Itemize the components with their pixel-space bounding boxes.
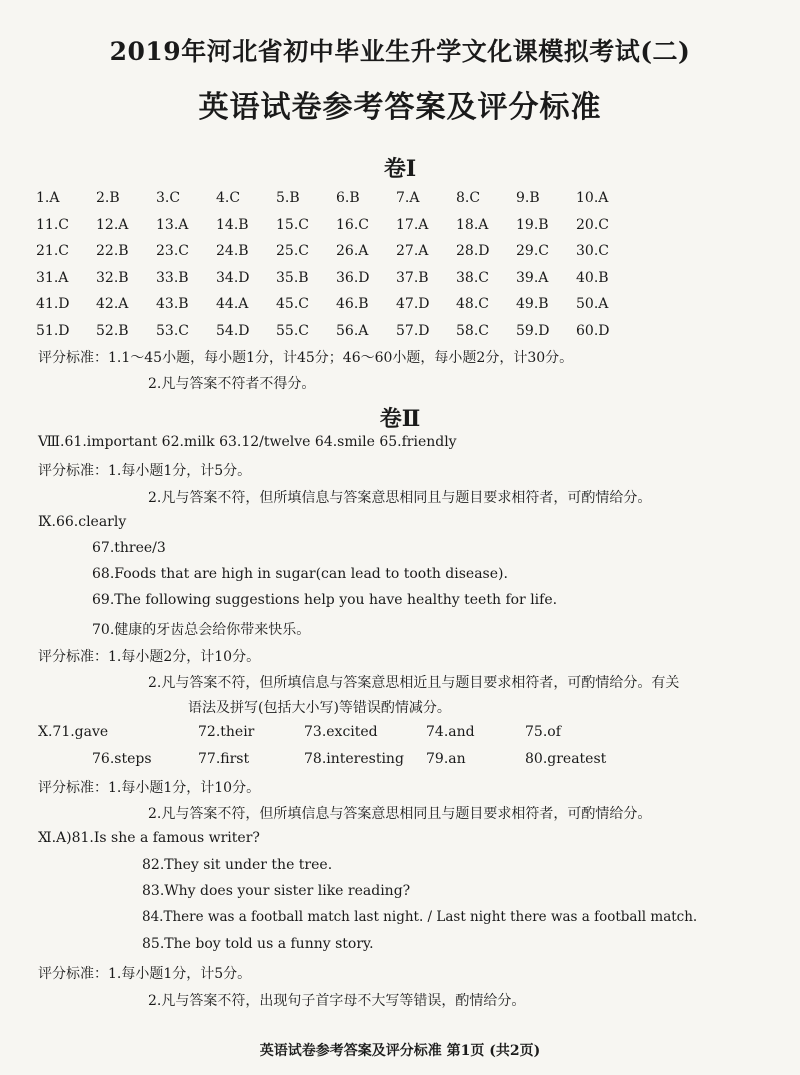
part1-scoring-1: 评分标准：1.1～45小题，每小题1分，计45分；46～60小题，每小题2分，计30分。: [38, 350, 574, 366]
answer-cell: 42.A: [96, 296, 129, 313]
section10-row: [38, 751, 778, 771]
answer-cell: 44.A: [216, 296, 249, 313]
answer-grid: [36, 185, 776, 344]
section9-scoring-1: 评分标准：1.每小题2分，计10分。: [38, 649, 261, 665]
answer-row: [36, 212, 776, 239]
answer-cell: 19.B: [516, 216, 549, 233]
answer-cell: 2.B: [96, 190, 120, 207]
section10-scoring-1: 评分标准：1.每小题1分，计10分。: [38, 780, 261, 796]
answer-cell: 13.A: [156, 216, 189, 233]
answer-cell: 15.C: [276, 216, 309, 233]
answer-cell: 29.C: [516, 243, 549, 260]
section9-item: 69.The following suggestions help you have healthy teeth for life.: [92, 592, 558, 608]
answer-cell: 18.A: [456, 216, 489, 233]
section10-answer: 74.and: [426, 724, 475, 740]
answer-cell: 53.C: [156, 322, 189, 339]
section8-answers: Ⅷ.61.important 62.milk 63.12/twelve 64.smile 65.friendly: [38, 434, 457, 450]
section10-answer: 73.excited: [304, 724, 378, 740]
answer-cell: 28.D: [456, 243, 490, 260]
answer-row: [36, 291, 776, 318]
answer-cell: 5.B: [276, 190, 300, 207]
answer-cell: 7.A: [396, 190, 420, 207]
answer-cell: 45.C: [276, 296, 309, 313]
section9-scoring-2a: 2.凡与答案不符，但所填信息与答案意思相近且与题目要求相符者，可酌情给分。有关: [148, 675, 680, 691]
answer-cell: 56.A: [336, 322, 369, 339]
section10-answer: 75.of: [525, 724, 561, 740]
answer-cell: 59.D: [516, 322, 550, 339]
answer-cell: 52.B: [96, 322, 129, 339]
section10-answer: 78.interesting: [304, 751, 404, 767]
answer-cell: 39.A: [516, 269, 549, 286]
answer-row: [36, 185, 776, 212]
answer-cell: 58.C: [456, 322, 489, 339]
answer-cell: 22.B: [96, 243, 129, 260]
answer-row: [36, 238, 776, 265]
answer-cell: 31.A: [36, 269, 69, 286]
answer-cell: 27.A: [396, 243, 429, 260]
section9-item: 67.three/3: [92, 540, 166, 556]
answer-cell: 43.B: [156, 296, 189, 313]
answer-cell: 54.D: [216, 322, 250, 339]
answer-cell: 47.D: [396, 296, 430, 313]
section11-item: 84.There was a football match last night. / Last night there was a football match.: [142, 909, 698, 925]
answer-cell: 50.A: [576, 296, 609, 313]
answer-cell: 46.B: [336, 296, 369, 313]
answer-cell: 37.B: [396, 269, 429, 286]
page-footer: 英语试卷参考答案及评分标准 第1页 (共2页): [259, 1043, 541, 1059]
answer-cell: 57.D: [396, 322, 430, 339]
answer-cell: 3.C: [156, 190, 181, 207]
answer-cell: 35.B: [276, 269, 309, 286]
section10-answer: 79.an: [426, 751, 466, 767]
answer-row: [36, 265, 776, 292]
section9-item: 70.健康的牙齿总会给你带来快乐。: [92, 622, 311, 638]
section11-scoring-1: 评分标准：1.每小题1分，计5分。: [38, 966, 252, 982]
section11-item: 82.They sit under the tree.: [142, 857, 333, 873]
section8-scoring-1: 评分标准：1.每小题1分，计5分。: [38, 463, 252, 479]
answer-cell: 8.C: [456, 190, 481, 207]
section9-item: 68.Foods that are high in sugar(can lead to tooth disease).: [92, 566, 508, 582]
answer-row: [36, 318, 776, 345]
answer-cell: 6.B: [336, 190, 360, 207]
section10-answer: Ⅹ.71.gave: [38, 724, 109, 740]
section9-item: Ⅸ.66.clearly: [38, 514, 127, 530]
section10-scoring-2: 2.凡与答案不符，但所填信息与答案意思相同且与题目要求相符者，可酌情给分。: [148, 806, 652, 822]
answer-cell: 11.C: [36, 216, 69, 233]
section11-item: 83.Why does your sister like reading?: [142, 883, 411, 899]
section10-answer: 72.their: [198, 724, 255, 740]
document-subtitle: 英语试卷参考答案及评分标准: [198, 90, 602, 125]
answer-cell: 16.C: [336, 216, 369, 233]
answer-cell: 17.A: [396, 216, 429, 233]
section11-scoring-2: 2.凡与答案不符，出现句子首字母不大写等错误，酌情给分。: [148, 993, 526, 1009]
section10-answer: 80.greatest: [525, 751, 607, 767]
part1-heading: 卷Ⅰ: [383, 156, 417, 182]
answer-cell: 48.C: [456, 296, 489, 313]
section10-answer: 76.steps: [92, 751, 152, 767]
answer-cell: 12.A: [96, 216, 129, 233]
answer-cell: 25.C: [276, 243, 309, 260]
answer-cell: 14.B: [216, 216, 249, 233]
answer-cell: 26.A: [336, 243, 369, 260]
answer-cell: 20.C: [576, 216, 609, 233]
section9-scoring-2b: 语法及拼写(包括大小写)等错误酌情减分。: [188, 700, 451, 716]
answer-cell: 10.A: [576, 190, 609, 207]
answer-cell: 60.D: [576, 322, 610, 339]
section11-item: 85.The boy told us a funny story.: [142, 936, 374, 952]
answer-cell: 4.C: [216, 190, 241, 207]
answer-cell: 30.C: [576, 243, 609, 260]
answer-cell: 23.C: [156, 243, 189, 260]
answer-cell: 38.C: [456, 269, 489, 286]
answer-cell: 40.B: [576, 269, 609, 286]
answer-cell: 36.D: [336, 269, 370, 286]
answer-cell: 34.D: [216, 269, 250, 286]
answer-cell: 1.A: [36, 190, 60, 207]
section11-item: Ⅺ.A)81.Is she a famous writer?: [38, 830, 260, 846]
part2-heading: 卷Ⅱ: [379, 406, 421, 432]
answer-cell: 41.D: [36, 296, 70, 313]
part1-scoring-2: 2.凡与答案不符者不得分。: [148, 376, 316, 392]
answer-cell: 55.C: [276, 322, 309, 339]
section10-answer: 77.first: [198, 751, 250, 767]
section8-scoring-2: 2.凡与答案不符，但所填信息与答案意思相同且与题目要求相符者，可酌情给分。: [148, 490, 652, 506]
answer-cell: 21.C: [36, 243, 69, 260]
answer-cell: 24.B: [216, 243, 249, 260]
answer-cell: 9.B: [516, 190, 540, 207]
answer-cell: 32.B: [96, 269, 129, 286]
answer-cell: 49.B: [516, 296, 549, 313]
answer-cell: 51.D: [36, 322, 70, 339]
exam-title: 2019年河北省初中毕业生升学文化课模拟考试(二): [109, 37, 691, 66]
section10-row: [38, 724, 778, 744]
answer-cell: 33.B: [156, 269, 189, 286]
